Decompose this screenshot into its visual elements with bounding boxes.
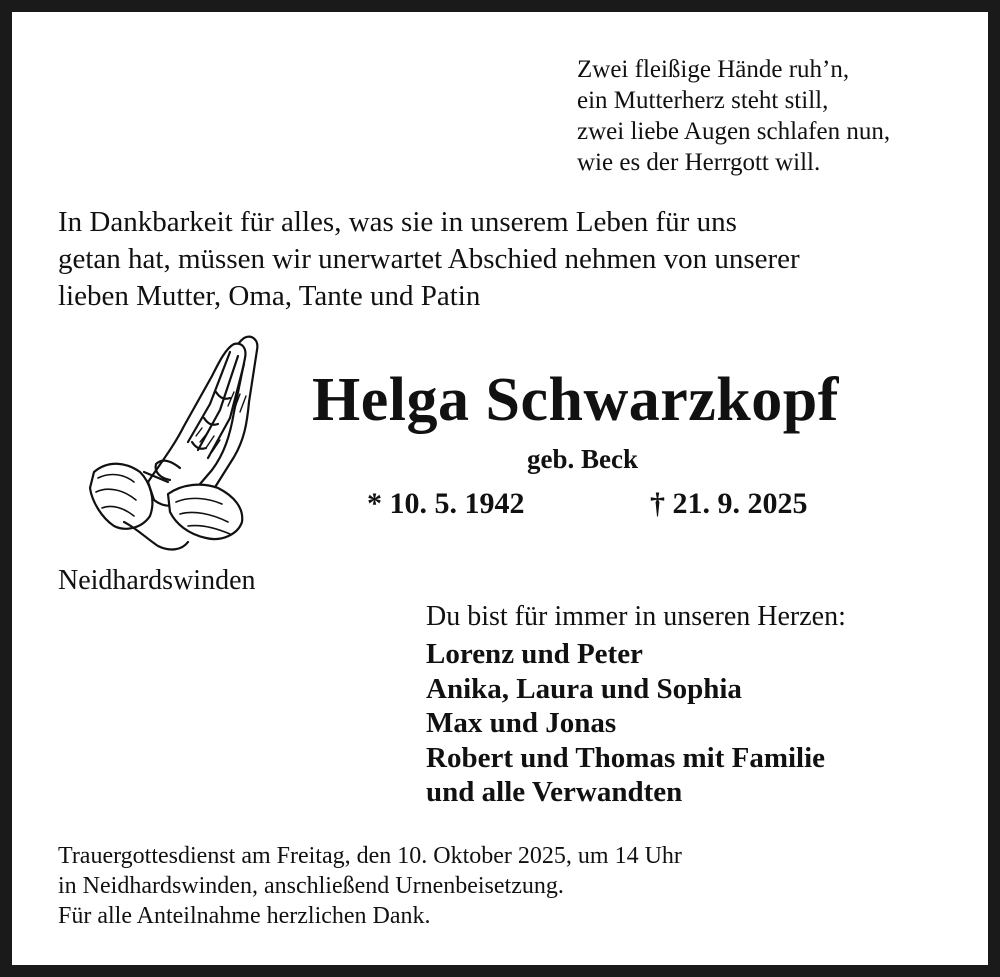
death-date: † 21. 9. 2025 [650, 487, 808, 520]
poem-line: zwei liebe Augen schlafen nun, [577, 118, 891, 145]
intro-line: getan hat, müssen wir unerwartet Abschied nehmen von unserer [58, 243, 800, 275]
mourner-line: Robert und Thomas mit Familie [426, 741, 826, 774]
birth-date: * 10. 5. 1942 [367, 487, 525, 520]
intro-line: lieben Mutter, Oma, Tante und Patin [58, 280, 481, 312]
mourners-list [426, 637, 825, 810]
service-line: Für alle Anteilnahme herzlichen Dank. [58, 903, 431, 929]
deceased-name: Helga Schwarzkopf [312, 366, 839, 434]
mourner-line: Lorenz und Peter [426, 638, 643, 670]
intro-line: In Dankbarkeit für alles, was sie in unserem Leben für uns [58, 206, 737, 238]
poem-line: Zwei fleißige Hände ruh’n, [577, 56, 850, 83]
praying-hands-icon [84, 332, 264, 554]
mourner-line: Max und Jonas [426, 707, 617, 739]
intro-text [58, 204, 800, 315]
service-info [58, 841, 682, 931]
poem-line: wie es der Herrgott will. [577, 149, 821, 176]
poem [577, 54, 890, 178]
service-line: in Neidhardswinden, anschließend Urnenbeisetzung. [58, 873, 564, 899]
poem-line: ein Mutterherz steht still, [577, 87, 829, 114]
maiden-name: geb. Beck [527, 444, 638, 474]
service-line: Trauergottesdienst am Freitag, den 10. Oktober 2025, um 14 Uhr [58, 843, 682, 869]
place-name: Neidhardswinden [58, 565, 256, 596]
mourner-line: Anika, Laura und Sophia [426, 672, 742, 705]
mourner-line: und alle Verwandten [426, 776, 683, 808]
mourners-intro: Du bist für immer in unseren Herzen: [426, 601, 846, 632]
